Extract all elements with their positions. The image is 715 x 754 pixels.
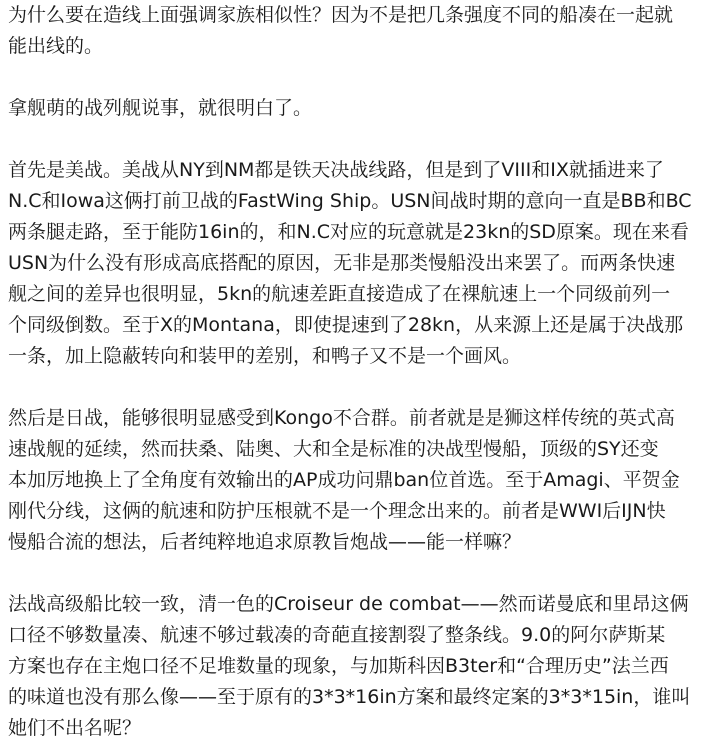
paragraph-japanese-battleships: 然后是日战，能够很明显感受到Kongo不合群。前者就是是狮这样传统的英式高 速战舰的延续，然而扶桑、陆奥、大和全是标准的决战型慢船，顶级的SY还变 本加厉地换上了全角度有效输出的AP成功问鼎ban位首选。至于Amagi、平贺金 刚代分线，这俩的航速和防护压根就不是一个理念出来的。前者是WWI后IJN快 慢船合流的想法，后者纯粹地追求原教旨炮战——能一样嘛？ [8,407,680,553]
paragraph-us-battleships: 首先是美战。美战从NY到NM都是铁天决战线路，但是到了VIII和IX就插进来了 N.C和Iowa这俩打前卫战的FastWing Ship。USN间战时期的意向一直是BB和BC 两条腿走路，至于能防16in的，和N.C对应的玩意就是23kn的SD原案。现在来看 USN为什么没有形成高底搭配的原因，无非是那类慢船没出来罢了。而两条快速 舰之间的差异也很明显，5kn的航速差距直接造成了在裸航速上一个同级前列一 个同级倒数。至于X的Montana，即使提速到了28kn，从来源上还是属于决战那 一条，加上隐蔽转向和装甲的差别，和鸭子又不是一个画风。 [8,159,692,367]
paragraph-french-battleships: 法战高级船比较一致，清一色的Croiseur de combat——然而诺曼底和里昂这俩 口径不够数量凑、航速不够过载凑的奇葩直接割裂了整条线。9.0的阿尔萨斯某 方案也存在主炮口径不足堆数量的现象，与加斯科因B3ter和“合理历史”法兰西 的味道也没有那么像——至于原有的3*3*16in方案和最终定案的3*3*15in，谁叫 她们不出名呢？ [8,593,691,739]
paragraph-battleship-intro: 拿舰萌的战列舰说事，就很明白了。 [8,97,313,119]
article-body [8,0,708,744]
paragraph-family-similarity: 为什么要在造线上面强调家族相似性？因为不是把几条强度不同的船凑在一起就 能出线的。 [8,4,674,57]
